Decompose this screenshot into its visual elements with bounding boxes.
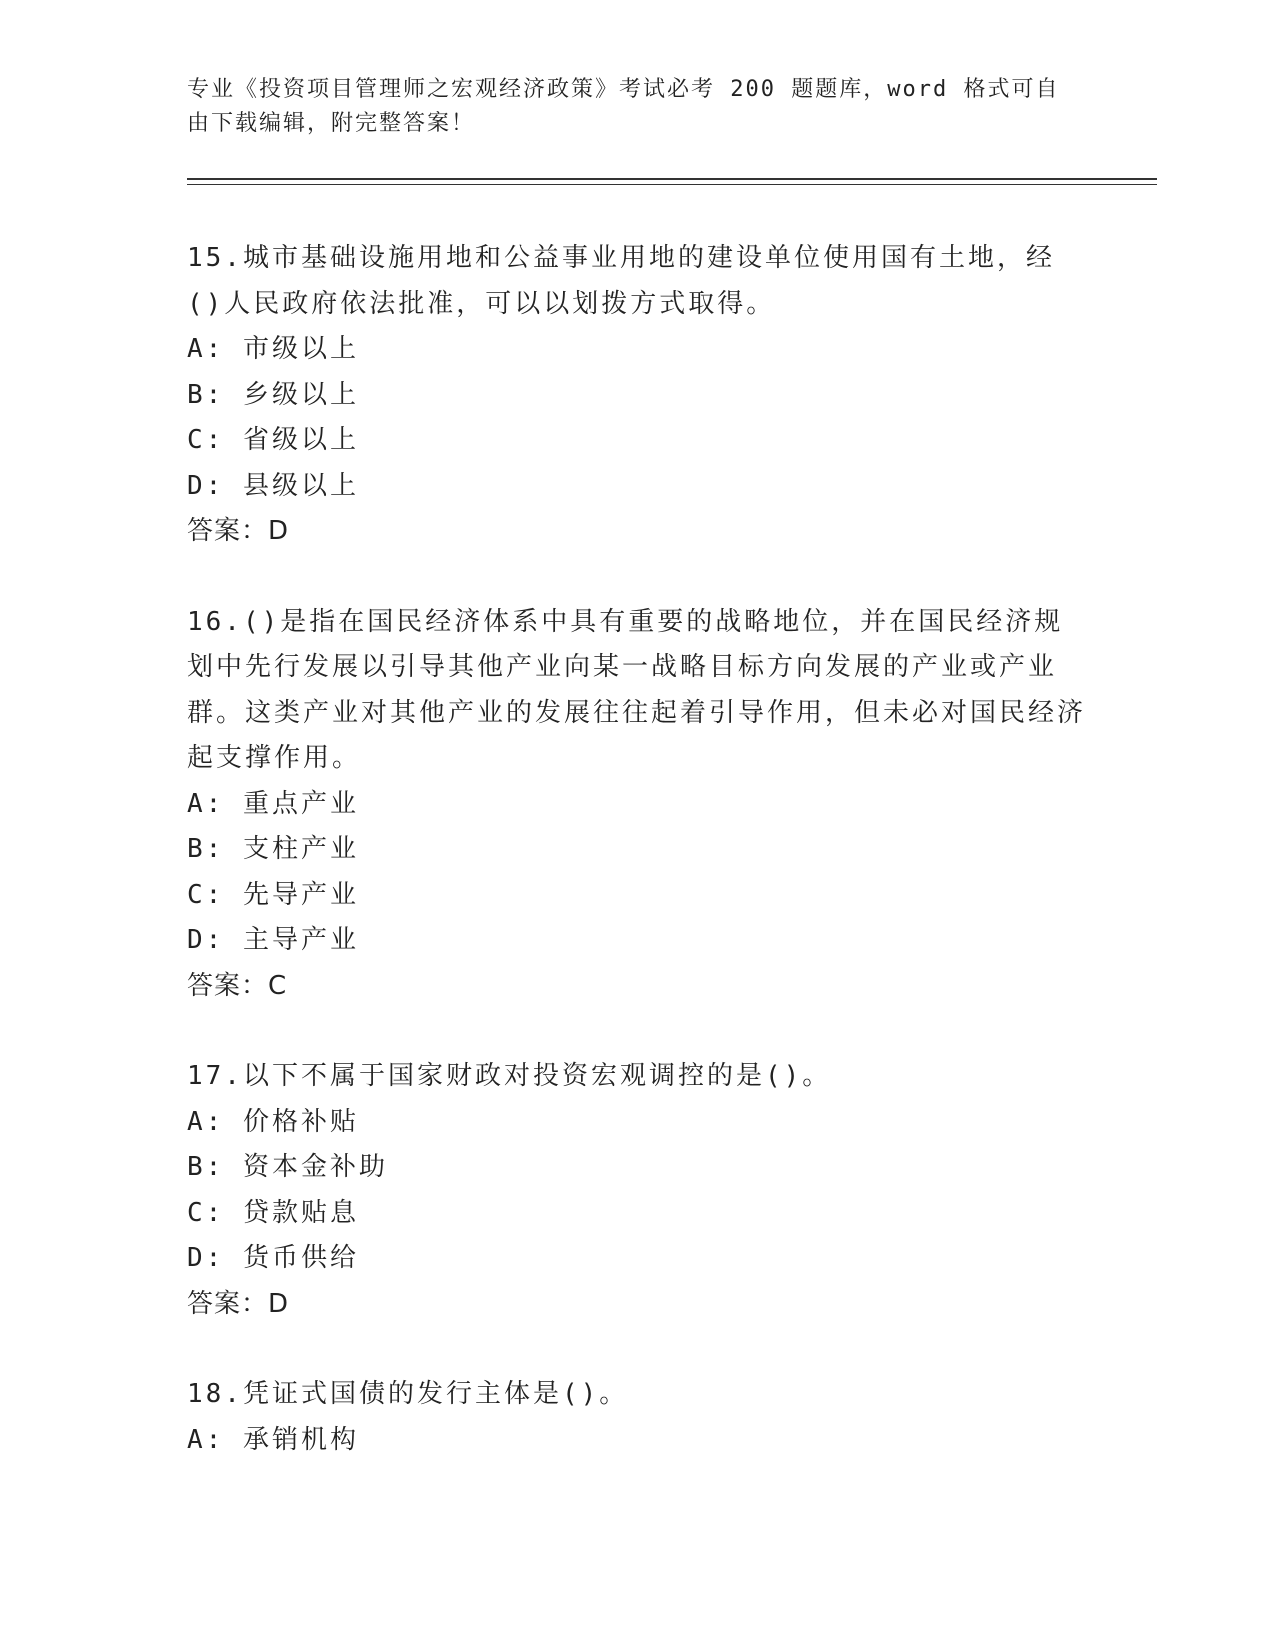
option-a: A: 价格补贴 — [187, 1106, 359, 1137]
question-16 — [187, 600, 1087, 1010]
option-c: C: 先导产业 — [187, 879, 359, 910]
option-c: C: 省级以上 — [187, 425, 359, 455]
option-a: A: 市级以上 — [187, 334, 359, 364]
option-b: B: 支柱产业 — [187, 834, 359, 864]
option-a: A: 重点产业 — [187, 788, 359, 819]
question-stem: 18.凭证式国债的发行主体是()。 — [187, 1379, 629, 1409]
header-divider-thin — [187, 184, 1157, 185]
option-d: D: 主导产业 — [187, 925, 359, 955]
question-stem: 16.()是指在国民经济体系中具有重要的战略地位，并在国民经济规划中先行发展以引导其他产业向某一战略目标方向发展的产业或产业群。这类产业对其他产业的发展往往起着引导作用，但未必对国民经济起支撑作用。 — [187, 606, 1087, 773]
answer-line: 答案：C — [187, 970, 288, 1001]
question-stem: 15.城市基础设施用地和公益事业用地的建设单位使用国有土地，经()人民政府依法批准，可以以划拨方式取得。 — [187, 243, 1055, 319]
question-17 — [187, 1054, 1087, 1327]
answer-line: 答案：D — [187, 516, 290, 546]
question-18 — [187, 1372, 1087, 1463]
answer-line: 答案：D — [187, 1288, 290, 1319]
option-c: C: 贷款贴息 — [187, 1197, 359, 1228]
option-b: B: 资本金补助 — [187, 1152, 388, 1182]
document-header: 专业《投资项目管理师之宏观经济政策》考试必考 200 题题库，word 格式可自由下载编辑，附完整答案！ — [187, 77, 1060, 136]
option-a: A: 承销机构 — [187, 1424, 359, 1455]
question-list — [187, 236, 1087, 1508]
header-divider-thick — [187, 178, 1157, 180]
option-d: D: 货币供给 — [187, 1243, 359, 1273]
question-15 — [187, 236, 1087, 555]
question-stem: 17.以下不属于国家财政对投资宏观调控的是()。 — [187, 1061, 832, 1091]
option-d: D: 县级以上 — [187, 470, 359, 501]
option-b: B: 乡级以上 — [187, 379, 359, 410]
